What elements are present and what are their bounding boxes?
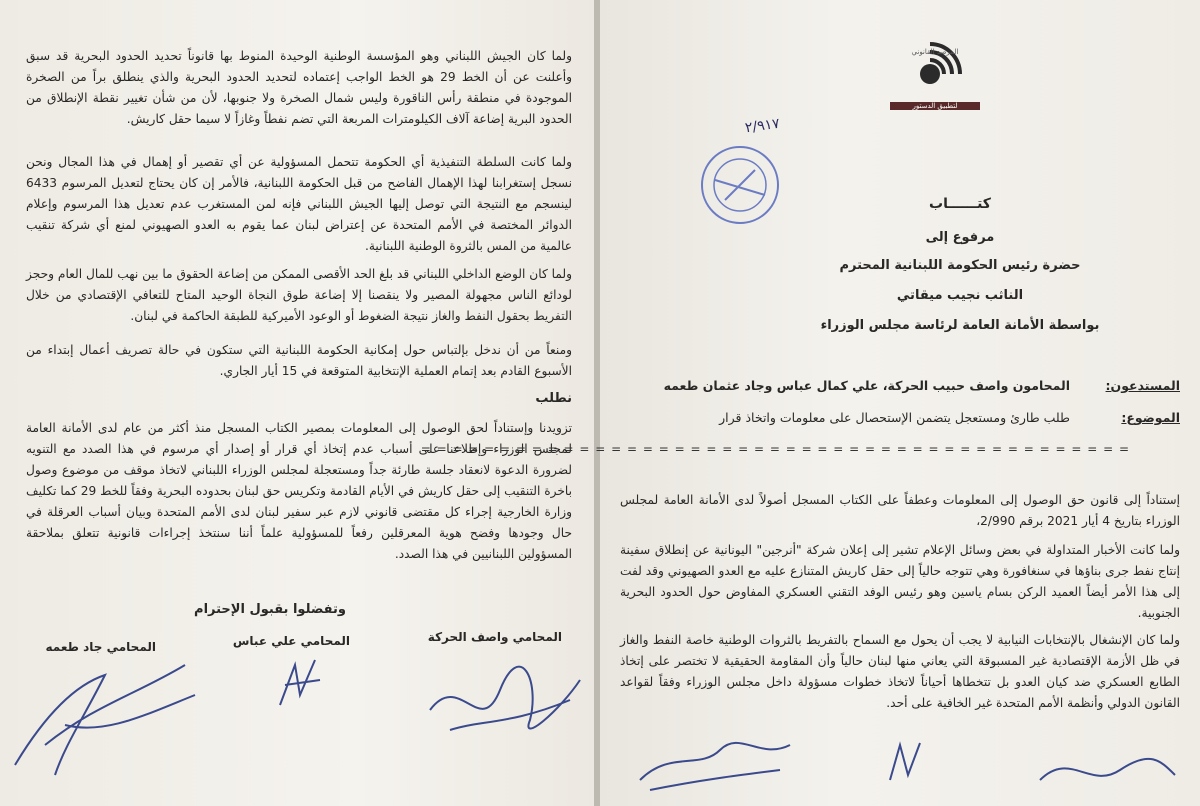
document-page-2 bbox=[0, 0, 596, 806]
signature-scribble-6 bbox=[1030, 740, 1180, 800]
document-heading: كتــــــاب bbox=[929, 196, 991, 212]
addressed-to: مرفوع إلى bbox=[925, 230, 995, 245]
via-secretariat: بواسطة الأمانة العامة لرئاسة مجلس الوزراء bbox=[820, 318, 1100, 333]
paragraph-energean-news: ولما كانت الأخبار المتداولة في بعض وسائل الإعلام تشير إلى إعلان شركة "أنرجين" اليونانية عن إنطلاق سفينة إنتاج نفط جرى بناؤها في سنغافورة وهي تتوجه حالياً إلى حقل كاريش المتنازع عليه مع العدو الصهيوني وقد لفت إلى هذا الأمر أيضاً العميد الركن بسام ياسين وهو رئيس الوفد التقني العسكري المفاوض حول الحدود البحرية الجنوبية. bbox=[620, 543, 1180, 620]
subject-value: طلب طارئ ومستعجل يتضمن الإستحصال على معلومات واتخاذ قرار bbox=[719, 410, 1070, 425]
paragraph-legal-basis: إستناداً إلى قانون حق الوصول إلى المعلومات وعطفاً على الكتاب المسجل أصولاً لدى الأمانة العامة لمجلس الوزراء بتاريخ 4 أيار 2021 برقم 2/990، bbox=[620, 493, 1180, 528]
recipient-name: الناثب نجيب ميقاتي bbox=[896, 288, 1024, 303]
applicants-value: المحامون واصف حبيب الحركة، علي كمال عباس وجاد عثمان طعمه bbox=[663, 378, 1070, 393]
stamp-number: ٢/٩١٧ bbox=[744, 115, 781, 137]
paragraph-army-line-29: ولما كان الجيش اللبناني وهو المؤسسة الوطنية الوحيدة المنوط بها قانوناً تحديد الحدود البحرية قد سبق وأعلنت عن أن الخط 29 هو الخط الواجب إعتماده لتحديد الحدود البحرية والذي ينطلق براً من الصخرة الموجودة في منطقة رأس الناقورة وليس شمال الصخرة ولا جنوبها، لأن من شأن تغيير نقطة الإنطلاق من الحدود البرية إضاعة آلاف الكيلومترات المربعة التي تضم نفطاً وغازاً لا سيما حقل كاريش. bbox=[26, 49, 573, 126]
signatory-name-1: المحامي واصف الحركة bbox=[427, 630, 562, 644]
request-heading: نطلب bbox=[535, 391, 572, 406]
signatory-name-3: المحامي جاد طعمه bbox=[45, 640, 156, 654]
recipient-title: حضرة رئيس الحكومة اللبنانية المحترم bbox=[839, 258, 1081, 273]
paragraph-request: تزويدنا وإستناداً لحق الوصول إلى المعلومات بمصير الكتاب المسجل منذ أكثر من عام لدى الأمانة العامة لمجلس الوزراء وإطلاعنا على أسباب عدم إتخاذ أي قرار أو إصدار أي مرسوم في هذا الصدد مع التنويه لضرورة الدعوة لانعقاد جلسة طارئة جداً ومستعجلة لمجلس الوزراء اللبناني لاتخاذ موقف من موضوع وصول باخرة التنقيب إلى حقل كاريش في الأيام القادمة وتكريس حق لبنان بحدوده البحرية وفقاً للخط 29 كما تكليف وزارة الخارجية إجراء كل مقتضى قانوني لازم عبر سفير لبنان لدى الأمم المتحدة وبيان أسباب العرقلة في حال وجودها وفضح هوية المعرقلين رفعاً للمسؤولية علماً أننا سنتخذ إجراءات قانونية تتعلق بملاحقة المسؤولين اللبنانيين في هذا الصدد. bbox=[26, 421, 572, 561]
paragraph-caretaker-government: ومنعاً من أن ندخل بإلتباس حول إمكانية الحكومة اللبنانية التي ستكون في حالة تصريف أعمال إبتداء من الأسبوع القادم بعد إتمام العملية الإنتخابية المتوقعة في 15 أيار الجاري. bbox=[26, 343, 572, 378]
signature-scribble-5 bbox=[880, 735, 930, 790]
signature-scribble-1 bbox=[420, 650, 590, 750]
logo-caption: لتطبيق الدستور bbox=[890, 102, 980, 110]
signature-scribble-2 bbox=[270, 655, 330, 715]
signature-scribble-4 bbox=[630, 730, 800, 800]
logo-label: المرصد القانوني bbox=[911, 48, 959, 56]
signatory-name-2: المحامي علي عباس bbox=[232, 634, 350, 648]
signature-scribble-3 bbox=[5, 655, 205, 785]
applicants-label: المستدعون: bbox=[1105, 378, 1180, 393]
paragraph-elections: ولما كان الإنشغال بالإنتخابات النيابية لا يجب أن يحول مع السماح بالتفريط بالثروات الوطنية خاصة النفط والغاز في ظل الأزمة الإقتصادية غير المسبوقة التي يعاني منها لبنان حالياً وأن المقاومة الحقيقية لا تختصر على إتخاذ الطابع العسكري ضد كيان العدو بل تتخطاها أحياناً لاتخاذ خطوات مسؤولة داخل مجلس الوزراء وفقاً لقواعد القانون الدولي وأنظمة الأمم المتحدة غير الخافية على أحد. bbox=[620, 633, 1180, 710]
subject-label: الموضوع: bbox=[1121, 410, 1180, 425]
paragraph-internal-situation: ولما كان الوضع الداخلي اللبناني قد بلغ الحد الأقصى الممكن من إضاعة الحقوق ما بين نهب للمال العام وحجز لودائع الناس مجهولة المصير ولا ينقصنا إلا إضاعة طوق النجاة الوحيد المتاح للتعافي الإقتصادي من خلال التفريط بحقول النفط والغاز نتيجة الضغوط أو الوعود الأميركية للطبقة الحاكمة في لبنان. bbox=[26, 267, 572, 323]
observatory-logo bbox=[890, 44, 980, 124]
separator-rule: = = = = = = = = = = = = = = = = = = = = = = = = = = = = = = = = = = = = = = = = = = = = = bbox=[420, 442, 1130, 456]
paragraph-government-responsibility: ولما كانت السلطة التنفيذية أي الحكومة تتحمل المسؤولية عن أي تقصير أو إهمال في هذا المجال ونحن نسجل إستغرابنا لهذا الإهمال الفاضح من قبل الحكومة اللبنانية، فالأمر إن كان يحتاج لتعديل المرسوم 6433 لينسجم مع النتيجة التي توصل إليها الجيش اللبناني فإنه لمن المستغرب عدم تعديل هذا المرسوم وإعلام الدوائر المختصة في الأمم المتحدة عن إعتراض لبنان عما يقوم به العدو الصهيوني لمنع أي شركة تنقيب عالمية من المس بالثروة الوطنية اللبنانية. bbox=[26, 155, 572, 253]
closing-salutation: وتفضلوا بقبول الإحترام bbox=[194, 602, 346, 617]
